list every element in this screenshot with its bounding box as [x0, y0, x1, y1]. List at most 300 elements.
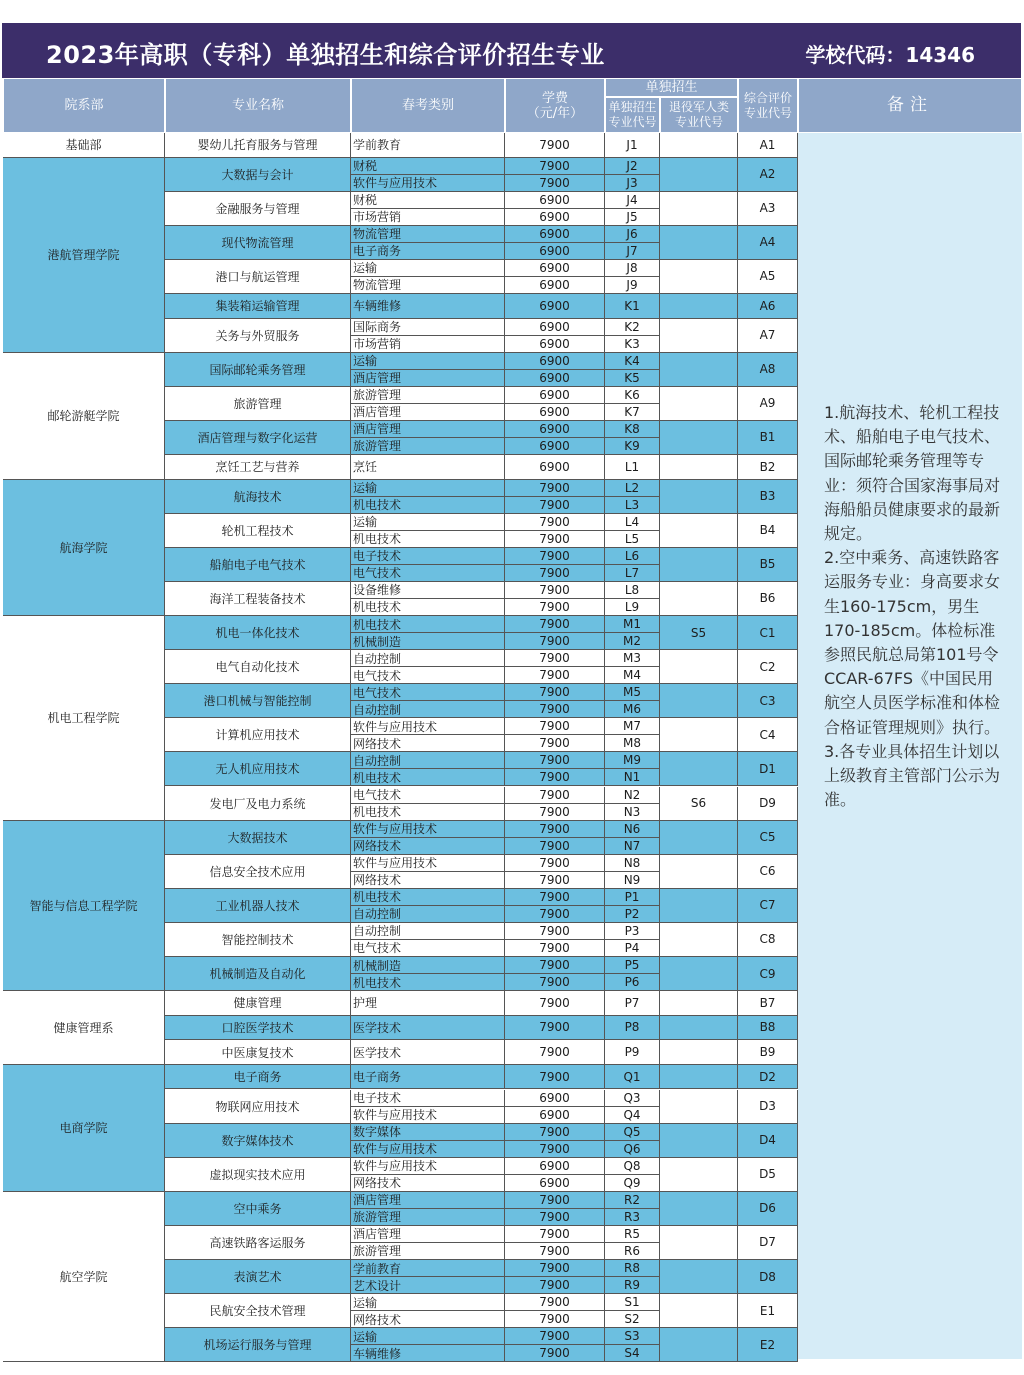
category-cell: 学前教育 — [351, 1260, 505, 1277]
single-code-cell: M2 — [605, 633, 660, 650]
major-name: 信息安全技术应用 — [165, 855, 351, 889]
fee-cell: 6900 — [505, 209, 605, 226]
single-code-cell: L5 — [605, 531, 660, 548]
header-single-code: 单独招生 专业代号 — [605, 97, 660, 133]
category-cell: 网络技术 — [351, 735, 505, 752]
single-code-cell: N3 — [605, 804, 660, 821]
fee-cell: 7900 — [505, 940, 605, 957]
single-code-cell: P5 — [605, 957, 660, 974]
veteran-code — [660, 855, 738, 889]
single-code-cell: L2 — [605, 480, 660, 497]
veteran-code — [660, 582, 738, 616]
veteran-code — [660, 421, 738, 455]
remark-panel — [798, 133, 1022, 1359]
fee-cell: 6900 — [505, 438, 605, 455]
category-cell: 电气技术 — [351, 787, 505, 804]
veteran-code — [660, 1040, 738, 1065]
fee-cell: 7900 — [505, 991, 605, 1016]
header-fee: 学费 （元/年） — [505, 78, 605, 133]
fee-cell: 7900 — [505, 684, 605, 701]
single-code-cell: J6 — [605, 226, 660, 243]
fee-cell: 6900 — [505, 277, 605, 294]
comp-code: C7 — [738, 889, 798, 923]
major-name: 大数据技术 — [165, 821, 351, 855]
single-code-cell: M1 — [605, 616, 660, 633]
single-code-cell: L6 — [605, 548, 660, 565]
major-name: 船舶电子电气技术 — [165, 548, 351, 582]
category-cell: 自动控制 — [351, 701, 505, 718]
comp-code: D2 — [738, 1065, 798, 1090]
single-code-cell: N1 — [605, 769, 660, 786]
single-code-cell: P4 — [605, 940, 660, 957]
fee-cell: 7900 — [505, 718, 605, 735]
category-cell: 机电技术 — [351, 974, 505, 991]
single-code-cell: J7 — [605, 243, 660, 260]
category-cell: 电气技术 — [351, 940, 505, 957]
category-cell: 自动控制 — [351, 650, 505, 667]
veteran-code — [660, 1328, 738, 1362]
single-code-cell: L9 — [605, 599, 660, 616]
veteran-code — [660, 260, 738, 294]
single-code-cell: R2 — [605, 1192, 660, 1209]
comp-code: D9 — [738, 787, 798, 821]
veteran-code — [660, 387, 738, 421]
fee-cell: 6900 — [505, 336, 605, 353]
fee-cell: 6900 — [505, 260, 605, 277]
dept-name: 智能与信息工程学院 — [3, 821, 165, 992]
category-cell: 自动控制 — [351, 752, 505, 769]
fee-cell: 7900 — [505, 1277, 605, 1294]
major-name: 现代物流管理 — [165, 226, 351, 260]
major-name: 烹饪工艺与营养 — [165, 455, 351, 480]
category-cell: 机电技术 — [351, 804, 505, 821]
single-code-cell: J8 — [605, 260, 660, 277]
veteran-code — [660, 158, 738, 192]
single-code-cell: Q8 — [605, 1158, 660, 1175]
single-code-cell: P2 — [605, 906, 660, 923]
dept-name: 航空学院 — [3, 1192, 165, 1363]
comp-code: A4 — [738, 226, 798, 260]
fee-cell: 7900 — [505, 582, 605, 599]
fee-cell: 7900 — [505, 480, 605, 497]
major-name: 电气自动化技术 — [165, 650, 351, 684]
comp-code: C3 — [738, 684, 798, 718]
single-code-cell: S2 — [605, 1311, 660, 1328]
single-code-cell: R6 — [605, 1243, 660, 1260]
fee-cell: 6900 — [505, 455, 605, 480]
header-veteran-code: 退役军人类 专业代号 — [660, 97, 738, 133]
category-cell: 软件与应用技术 — [351, 821, 505, 838]
category-cell: 旅游管理 — [351, 438, 505, 455]
fee-cell: 7900 — [505, 974, 605, 991]
veteran-code — [660, 889, 738, 923]
category-cell: 医学技术 — [351, 1040, 505, 1065]
single-code-cell: L7 — [605, 565, 660, 582]
single-code-cell: R9 — [605, 1277, 660, 1294]
fee-cell: 7900 — [505, 158, 605, 175]
fee-cell: 6900 — [505, 1175, 605, 1192]
comp-code: A1 — [738, 133, 798, 158]
category-cell: 软件与应用技术 — [351, 175, 505, 192]
dept-name: 机电工程学院 — [3, 616, 165, 821]
fee-cell: 7900 — [505, 701, 605, 718]
comp-code: D7 — [738, 1226, 798, 1260]
veteran-code — [660, 1090, 738, 1124]
veteran-code — [660, 1226, 738, 1260]
veteran-code — [660, 514, 738, 548]
category-cell: 旅游管理 — [351, 1209, 505, 1226]
major-name: 口腔医学技术 — [165, 1016, 351, 1041]
single-code-cell: L3 — [605, 497, 660, 514]
major-name: 大数据与会计 — [165, 158, 351, 192]
major-name: 虚拟现实技术应用 — [165, 1158, 351, 1192]
veteran-code — [660, 548, 738, 582]
fee-cell: 7900 — [505, 1192, 605, 1209]
category-cell: 旅游管理 — [351, 387, 505, 404]
category-cell: 旅游管理 — [351, 1243, 505, 1260]
veteran-code — [660, 455, 738, 480]
major-name: 计算机应用技术 — [165, 718, 351, 752]
category-cell: 运输 — [351, 353, 505, 370]
single-code-cell: R8 — [605, 1260, 660, 1277]
fee-cell: 7900 — [505, 957, 605, 974]
category-cell: 酒店管理 — [351, 421, 505, 438]
remark-item: 2.空中乘务、高速铁路客运服务专业：身高要求女生160-175cm，男生170-185cm。体检标准参照民航总局第101号令CCAR-67FS《中国民用航空人员医学标准和体检合格证管理规则》执行。 — [824, 548, 1001, 737]
category-cell: 酒店管理 — [351, 370, 505, 387]
dept-name: 基础部 — [3, 133, 165, 158]
category-cell: 酒店管理 — [351, 1226, 505, 1243]
veteran-code — [660, 1065, 738, 1090]
veteran-code — [660, 192, 738, 226]
major-name: 机场运行服务与管理 — [165, 1328, 351, 1362]
veteran-code — [660, 1294, 738, 1328]
comp-code: A9 — [738, 387, 798, 421]
single-code-cell: L8 — [605, 582, 660, 599]
veteran-code — [660, 991, 738, 1016]
fee-cell: 7900 — [505, 565, 605, 582]
category-cell: 机械制造 — [351, 633, 505, 650]
single-code-cell: N6 — [605, 821, 660, 838]
fee-cell: 6900 — [505, 370, 605, 387]
comp-code: C4 — [738, 718, 798, 752]
fee-cell: 6900 — [505, 243, 605, 260]
fee-cell: 6900 — [505, 319, 605, 336]
fee-cell: 6900 — [505, 421, 605, 438]
single-code-cell: K5 — [605, 370, 660, 387]
fee-cell: 7900 — [505, 1311, 605, 1328]
single-code-cell: P7 — [605, 991, 660, 1016]
comp-code: A7 — [738, 319, 798, 353]
dept-name: 电商学院 — [3, 1065, 165, 1192]
single-code-cell: K9 — [605, 438, 660, 455]
veteran-code — [660, 319, 738, 353]
fee-cell: 7900 — [505, 1016, 605, 1041]
single-code-cell: K6 — [605, 387, 660, 404]
fee-cell: 7900 — [505, 1260, 605, 1277]
header-category: 春考类别 — [351, 78, 505, 133]
comp-code: B3 — [738, 480, 798, 514]
comp-code: B7 — [738, 991, 798, 1016]
veteran-code — [660, 480, 738, 514]
comp-code: E2 — [738, 1328, 798, 1362]
fee-cell: 6900 — [505, 1158, 605, 1175]
single-code-cell: S1 — [605, 1294, 660, 1311]
category-cell: 软件与应用技术 — [351, 1158, 505, 1175]
fee-cell: 7900 — [505, 1243, 605, 1260]
veteran-code — [660, 226, 738, 260]
fee-cell: 7900 — [505, 1328, 605, 1345]
fee-cell: 7900 — [505, 1294, 605, 1311]
major-name: 航海技术 — [165, 480, 351, 514]
single-code-cell: Q1 — [605, 1065, 660, 1090]
veteran-code: S5 — [660, 616, 738, 650]
dept-name: 邮轮游艇学院 — [3, 353, 165, 480]
fee-cell: 7900 — [505, 923, 605, 940]
category-cell: 物流管理 — [351, 277, 505, 294]
comp-code: B5 — [738, 548, 798, 582]
comp-code: C1 — [738, 616, 798, 650]
category-cell: 软件与应用技术 — [351, 1141, 505, 1158]
header-single-group: 单独招生 — [605, 78, 738, 97]
single-code-cell: S4 — [605, 1345, 660, 1362]
category-cell: 运输 — [351, 480, 505, 497]
category-cell: 机电技术 — [351, 531, 505, 548]
veteran-code — [660, 133, 738, 158]
fee-cell: 7900 — [505, 752, 605, 769]
dept-name: 航海学院 — [3, 480, 165, 616]
category-cell: 酒店管理 — [351, 1192, 505, 1209]
single-code-cell: K2 — [605, 319, 660, 336]
single-code-cell: J2 — [605, 158, 660, 175]
comp-code: A6 — [738, 294, 798, 319]
major-name: 数字媒体技术 — [165, 1124, 351, 1158]
veteran-code — [660, 957, 738, 991]
single-code-cell: N9 — [605, 872, 660, 889]
category-cell: 市场营销 — [351, 209, 505, 226]
comp-code: A3 — [738, 192, 798, 226]
comp-code: B2 — [738, 455, 798, 480]
header-dept: 院系部 — [3, 78, 165, 133]
comp-code: D6 — [738, 1192, 798, 1226]
comp-code: B1 — [738, 421, 798, 455]
single-code-cell: L4 — [605, 514, 660, 531]
veteran-code — [660, 650, 738, 684]
veteran-code — [660, 1158, 738, 1192]
fee-cell: 7900 — [505, 548, 605, 565]
fee-cell: 7900 — [505, 906, 605, 923]
fee-cell: 7900 — [505, 787, 605, 804]
veteran-code — [660, 752, 738, 786]
fee-cell: 6900 — [505, 353, 605, 370]
fee-cell: 7900 — [505, 769, 605, 786]
single-code-cell: M7 — [605, 718, 660, 735]
fee-cell: 7900 — [505, 1345, 605, 1362]
fee-cell: 6900 — [505, 192, 605, 209]
category-cell: 自动控制 — [351, 923, 505, 940]
category-cell: 网络技术 — [351, 872, 505, 889]
category-cell: 医学技术 — [351, 1016, 505, 1041]
single-code-cell: L1 — [605, 455, 660, 480]
major-name: 空中乘务 — [165, 1192, 351, 1226]
single-code-cell: J3 — [605, 175, 660, 192]
major-name: 物联网应用技术 — [165, 1090, 351, 1124]
comp-code: D8 — [738, 1260, 798, 1294]
fee-cell: 7900 — [505, 133, 605, 158]
category-cell: 机电技术 — [351, 599, 505, 616]
major-name: 海洋工程装备技术 — [165, 582, 351, 616]
fee-cell: 6900 — [505, 404, 605, 421]
major-name: 机电一体化技术 — [165, 616, 351, 650]
comp-code: B8 — [738, 1016, 798, 1041]
comp-code: D3 — [738, 1090, 798, 1124]
single-code-cell: P6 — [605, 974, 660, 991]
major-name: 中医康复技术 — [165, 1040, 351, 1065]
school-code: 学校代码：14346 — [805, 43, 975, 67]
fee-cell: 7900 — [505, 650, 605, 667]
major-name: 旅游管理 — [165, 387, 351, 421]
fee-cell: 7900 — [505, 735, 605, 752]
category-cell: 机电技术 — [351, 497, 505, 514]
category-cell: 电子技术 — [351, 1090, 505, 1107]
category-cell: 软件与应用技术 — [351, 855, 505, 872]
category-cell: 车辆维修 — [351, 294, 505, 319]
veteran-code — [660, 353, 738, 387]
single-code-cell: K3 — [605, 336, 660, 353]
veteran-code — [660, 821, 738, 855]
category-cell: 运输 — [351, 1328, 505, 1345]
category-cell: 机电技术 — [351, 889, 505, 906]
category-cell: 设备维修 — [351, 582, 505, 599]
single-code-cell: J9 — [605, 277, 660, 294]
single-code-cell: R5 — [605, 1226, 660, 1243]
category-cell: 运输 — [351, 260, 505, 277]
category-cell: 学前教育 — [351, 133, 505, 158]
dept-name: 健康管理系 — [3, 991, 165, 1065]
fee-cell: 6900 — [505, 387, 605, 404]
major-name: 港口与航运管理 — [165, 260, 351, 294]
fee-cell: 7900 — [505, 889, 605, 906]
category-cell: 电子技术 — [351, 548, 505, 565]
comp-code: B4 — [738, 514, 798, 548]
category-cell: 酒店管理 — [351, 404, 505, 421]
category-cell: 运输 — [351, 514, 505, 531]
single-code-cell: M4 — [605, 667, 660, 684]
single-code-cell: J4 — [605, 192, 660, 209]
major-name: 国际邮轮乘务管理 — [165, 353, 351, 387]
comp-code: C6 — [738, 855, 798, 889]
single-code-cell: P8 — [605, 1016, 660, 1041]
major-name: 高速铁路客运服务 — [165, 1226, 351, 1260]
fee-cell: 7900 — [505, 1124, 605, 1141]
major-name: 金融服务与管理 — [165, 192, 351, 226]
single-code-cell: M9 — [605, 752, 660, 769]
fee-cell: 7900 — [505, 633, 605, 650]
major-name: 民航安全技术管理 — [165, 1294, 351, 1328]
major-name: 表演艺术 — [165, 1260, 351, 1294]
major-name: 无人机应用技术 — [165, 752, 351, 786]
comp-code: A5 — [738, 260, 798, 294]
veteran-code — [660, 294, 738, 319]
single-code-cell: M5 — [605, 684, 660, 701]
veteran-code — [660, 684, 738, 718]
single-code-cell: J5 — [605, 209, 660, 226]
fee-cell: 7900 — [505, 1141, 605, 1158]
fee-cell: 7900 — [505, 821, 605, 838]
single-code-cell: M6 — [605, 701, 660, 718]
single-code-cell: M3 — [605, 650, 660, 667]
single-code-cell: R3 — [605, 1209, 660, 1226]
veteran-code — [660, 923, 738, 957]
single-code-cell: P1 — [605, 889, 660, 906]
category-cell: 软件与应用技术 — [351, 718, 505, 735]
single-code-cell: N2 — [605, 787, 660, 804]
single-code-cell: Q3 — [605, 1090, 660, 1107]
single-code-cell: N8 — [605, 855, 660, 872]
comp-code: E1 — [738, 1294, 798, 1328]
category-cell: 机械制造 — [351, 957, 505, 974]
fee-cell: 7900 — [505, 175, 605, 192]
category-cell: 国际商务 — [351, 319, 505, 336]
fee-cell: 7900 — [505, 667, 605, 684]
header-remark: 备注 — [798, 78, 1022, 133]
single-code-cell: J1 — [605, 133, 660, 158]
comp-code: D1 — [738, 752, 798, 786]
category-cell: 财税 — [351, 192, 505, 209]
comp-code: D5 — [738, 1158, 798, 1192]
major-name: 轮机工程技术 — [165, 514, 351, 548]
major-name: 关务与外贸服务 — [165, 319, 351, 353]
page-header — [2, 23, 1021, 78]
category-cell: 财税 — [351, 158, 505, 175]
major-name: 发电厂及电力系统 — [165, 787, 351, 821]
fee-cell: 7900 — [505, 1065, 605, 1090]
category-cell: 电子商务 — [351, 1065, 505, 1090]
category-cell: 软件与应用技术 — [351, 1107, 505, 1124]
single-code-cell: P3 — [605, 923, 660, 940]
major-name: 电子商务 — [165, 1065, 351, 1090]
single-code-cell: Q9 — [605, 1175, 660, 1192]
single-code-cell: Q5 — [605, 1124, 660, 1141]
fee-cell: 7900 — [505, 1040, 605, 1065]
page-title: 2023年高职（专科）单独招生和综合评价招生专业 — [46, 41, 605, 69]
category-cell: 电气技术 — [351, 565, 505, 582]
major-name: 婴幼儿托育服务与管理 — [165, 133, 351, 158]
category-cell: 机电技术 — [351, 769, 505, 786]
category-cell: 烹饪 — [351, 455, 505, 480]
fee-cell: 6900 — [505, 226, 605, 243]
fee-cell: 7900 — [505, 1209, 605, 1226]
single-code-cell: Q4 — [605, 1107, 660, 1124]
fee-cell: 6900 — [505, 1107, 605, 1124]
veteran-code — [660, 1124, 738, 1158]
single-code-cell: K4 — [605, 353, 660, 370]
comp-code: C2 — [738, 650, 798, 684]
category-cell: 自动控制 — [351, 906, 505, 923]
fee-cell: 7900 — [505, 855, 605, 872]
veteran-code — [660, 718, 738, 752]
comp-code: D4 — [738, 1124, 798, 1158]
category-cell: 护理 — [351, 991, 505, 1016]
remark-text — [824, 401, 1004, 812]
category-cell: 电气技术 — [351, 684, 505, 701]
header-major: 专业名称 — [165, 78, 351, 133]
major-name: 港口机械与智能控制 — [165, 684, 351, 718]
comp-code: C8 — [738, 923, 798, 957]
major-name: 集装箱运输管理 — [165, 294, 351, 319]
fee-cell: 7900 — [505, 838, 605, 855]
category-cell: 物流管理 — [351, 226, 505, 243]
veteran-code: S6 — [660, 787, 738, 821]
